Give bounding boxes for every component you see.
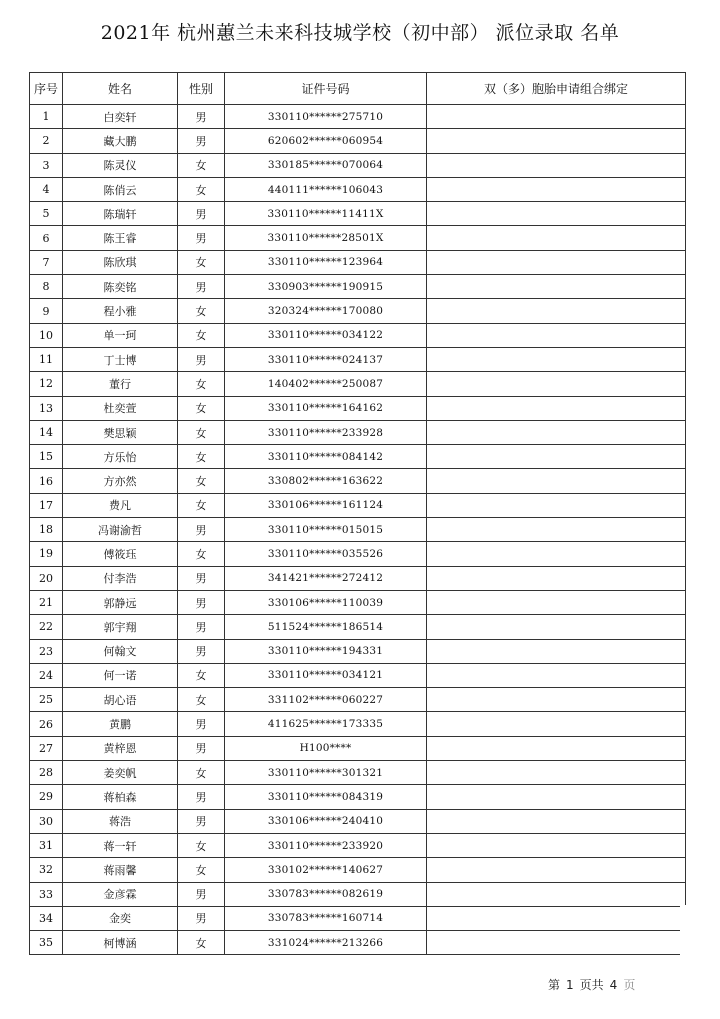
- cell-twin-binding: [427, 323, 686, 347]
- table-row: [30, 129, 686, 153]
- cell-twin-binding: [427, 712, 686, 736]
- cell-id-number: 330106******161124: [225, 493, 427, 517]
- cell-name: 何一诺: [63, 663, 178, 687]
- table-row: [30, 906, 686, 930]
- cell-id-number: 331024******213266: [225, 931, 427, 955]
- table-row: [30, 396, 686, 420]
- cell-name: 藏大鹏: [63, 129, 178, 153]
- table-row: [30, 469, 686, 493]
- cell-id-number: 511524******186514: [225, 615, 427, 639]
- page-title: 2021年 杭州蕙兰未来科技城学校（初中部） 派位录取 名单: [100, 22, 620, 44]
- cell-id-number: 330110******233920: [225, 833, 427, 857]
- cell-id-number: 341421******272412: [225, 566, 427, 590]
- cell-name: 胡心语: [63, 688, 178, 712]
- table-row: [30, 323, 686, 347]
- cell-id-number: 330106******110039: [225, 590, 427, 614]
- cell-id-number: 440111******106043: [225, 177, 427, 201]
- cell-gender: 男: [178, 226, 225, 250]
- cell-id-number: 330783******082619: [225, 882, 427, 906]
- cell-name: 黄梓恩: [63, 736, 178, 760]
- cell-index: 35: [30, 931, 63, 955]
- admission-table: [29, 72, 686, 955]
- cell-index: 29: [30, 785, 63, 809]
- footer-prefix: 第: [548, 978, 561, 992]
- table-row: [30, 712, 686, 736]
- cell-name: 方亦然: [63, 469, 178, 493]
- cell-id-number: 330110******301321: [225, 761, 427, 785]
- table-row: [30, 566, 686, 590]
- cell-gender: 女: [178, 688, 225, 712]
- cell-id-number: 330110******035526: [225, 542, 427, 566]
- cell-index: 30: [30, 809, 63, 833]
- cell-index: 19: [30, 542, 63, 566]
- cell-gender: 女: [178, 761, 225, 785]
- page-footer: [548, 976, 635, 993]
- cell-id-number: 330106******240410: [225, 809, 427, 833]
- cell-index: 15: [30, 445, 63, 469]
- cell-gender: 男: [178, 518, 225, 542]
- cell-id-number: 320324******170080: [225, 299, 427, 323]
- cell-index: 12: [30, 372, 63, 396]
- table-row: [30, 590, 686, 614]
- cell-gender: 女: [178, 420, 225, 444]
- cell-index: 33: [30, 882, 63, 906]
- cell-name: 蒋浩: [63, 809, 178, 833]
- cell-gender: 女: [178, 396, 225, 420]
- cell-id-number: 620602******060954: [225, 129, 427, 153]
- cell-id-number: H100****: [225, 736, 427, 760]
- cell-name: 蒋柏森: [63, 785, 178, 809]
- cell-name: 柯博涵: [63, 931, 178, 955]
- cell-index: 32: [30, 858, 63, 882]
- table-row: [30, 226, 686, 250]
- cell-gender: 女: [178, 663, 225, 687]
- cell-gender: 男: [178, 105, 225, 129]
- table-row: [30, 639, 686, 663]
- cell-id-number: 330110******28501X: [225, 226, 427, 250]
- cell-name: 陈俏云: [63, 177, 178, 201]
- table-row: [30, 615, 686, 639]
- cell-id-number: 330185******070064: [225, 153, 427, 177]
- table-row: [30, 493, 686, 517]
- cell-name: 金奕: [63, 906, 178, 930]
- table-row: [30, 518, 686, 542]
- cell-twin-binding: [427, 615, 686, 639]
- cell-twin-binding: [427, 663, 686, 687]
- cell-index: 1: [30, 105, 63, 129]
- cell-name: 程小雅: [63, 299, 178, 323]
- cell-id-number: 330903******190915: [225, 275, 427, 299]
- footer-page-number: 1: [566, 978, 574, 992]
- cell-gender: 女: [178, 833, 225, 857]
- cell-index: 20: [30, 566, 63, 590]
- cell-id-number: 330802******163622: [225, 469, 427, 493]
- cell-twin-binding: [427, 177, 686, 201]
- cell-index: 13: [30, 396, 63, 420]
- cell-name: 郭宇翔: [63, 615, 178, 639]
- cell-index: 7: [30, 250, 63, 274]
- table-row: [30, 858, 686, 882]
- table-row: [30, 931, 686, 955]
- cell-index: 14: [30, 420, 63, 444]
- footer-total-pages: 4: [609, 978, 618, 992]
- table-row: [30, 785, 686, 809]
- cell-name: 傅筱珏: [63, 542, 178, 566]
- cell-name: 姜奕帆: [63, 761, 178, 785]
- cell-index: 10: [30, 323, 63, 347]
- cell-name: 单一珂: [63, 323, 178, 347]
- cell-index: 31: [30, 833, 63, 857]
- cell-index: 4: [30, 177, 63, 201]
- table-row: [30, 445, 686, 469]
- cell-index: 8: [30, 275, 63, 299]
- cell-name: 董行: [63, 372, 178, 396]
- table-row: [30, 809, 686, 833]
- cell-twin-binding: [427, 275, 686, 299]
- cell-gender: 女: [178, 372, 225, 396]
- cell-twin-binding: [427, 858, 686, 882]
- cell-twin-binding: [427, 396, 686, 420]
- cell-twin-binding: [427, 566, 686, 590]
- table-row: [30, 347, 686, 371]
- cell-id-number: 330110******123964: [225, 250, 427, 274]
- cell-name: 樊思颖: [63, 420, 178, 444]
- table-row: [30, 153, 686, 177]
- table-row: [30, 299, 686, 323]
- cell-id-number: 330110******233928: [225, 420, 427, 444]
- cell-gender: 女: [178, 177, 225, 201]
- cell-gender: 男: [178, 639, 225, 663]
- footer-middle: 页共: [579, 978, 604, 992]
- cell-id-number: 330110******194331: [225, 639, 427, 663]
- table-row: [30, 202, 686, 226]
- header-gender: 性别: [178, 73, 225, 105]
- cell-gender: 男: [178, 129, 225, 153]
- cell-index: 17: [30, 493, 63, 517]
- header-id-number: 证件号码: [225, 73, 427, 105]
- cell-index: 2: [30, 129, 63, 153]
- table-row: [30, 736, 686, 760]
- cell-name: 丁士博: [63, 347, 178, 371]
- footer-suffix: 页: [623, 978, 636, 992]
- cell-twin-binding: [427, 250, 686, 274]
- cell-index: 9: [30, 299, 63, 323]
- cell-gender: 女: [178, 445, 225, 469]
- cell-id-number: 330110******084142: [225, 445, 427, 469]
- cell-index: 27: [30, 736, 63, 760]
- cell-gender: 男: [178, 566, 225, 590]
- cell-name: 郭静远: [63, 590, 178, 614]
- cell-gender: 女: [178, 469, 225, 493]
- cell-index: 24: [30, 663, 63, 687]
- cell-name: 陈奕铭: [63, 275, 178, 299]
- table-row: [30, 275, 686, 299]
- cell-twin-binding: [427, 105, 686, 129]
- cell-id-number: 331102******060227: [225, 688, 427, 712]
- page-corner-shadow: [680, 905, 720, 955]
- cell-index: 11: [30, 347, 63, 371]
- table-row: [30, 688, 686, 712]
- cell-id-number: 330110******034121: [225, 663, 427, 687]
- cell-twin-binding: [427, 202, 686, 226]
- cell-name: 冯谢渝哲: [63, 518, 178, 542]
- cell-twin-binding: [427, 688, 686, 712]
- table-row: [30, 177, 686, 201]
- cell-id-number: 411625******173335: [225, 712, 427, 736]
- cell-gender: 男: [178, 712, 225, 736]
- cell-id-number: 330110******275710: [225, 105, 427, 129]
- cell-gender: 男: [178, 275, 225, 299]
- table-row: [30, 663, 686, 687]
- table-row: [30, 250, 686, 274]
- cell-index: 5: [30, 202, 63, 226]
- cell-gender: 男: [178, 906, 225, 930]
- cell-gender: 男: [178, 615, 225, 639]
- cell-gender: 男: [178, 347, 225, 371]
- header-index: 序号: [30, 73, 63, 105]
- cell-name: 陈瑞轩: [63, 202, 178, 226]
- cell-name: 陈王睿: [63, 226, 178, 250]
- cell-id-number: 330110******024137: [225, 347, 427, 371]
- cell-twin-binding: [427, 372, 686, 396]
- cell-name: 蒋一轩: [63, 833, 178, 857]
- cell-name: 费凡: [63, 493, 178, 517]
- cell-name: 白奕轩: [63, 105, 178, 129]
- cell-twin-binding: [427, 761, 686, 785]
- cell-gender: 女: [178, 542, 225, 566]
- cell-id-number: 330110******164162: [225, 396, 427, 420]
- cell-twin-binding: [427, 736, 686, 760]
- table-row: [30, 420, 686, 444]
- cell-gender: 男: [178, 809, 225, 833]
- cell-gender: 男: [178, 590, 225, 614]
- cell-name: 黄鹏: [63, 712, 178, 736]
- cell-twin-binding: [427, 493, 686, 517]
- table-row: [30, 105, 686, 129]
- cell-twin-binding: [427, 906, 686, 930]
- table-row: [30, 882, 686, 906]
- cell-index: 28: [30, 761, 63, 785]
- cell-index: 25: [30, 688, 63, 712]
- cell-gender: 女: [178, 858, 225, 882]
- cell-index: 6: [30, 226, 63, 250]
- table-row: [30, 833, 686, 857]
- table-row: [30, 372, 686, 396]
- cell-twin-binding: [427, 347, 686, 371]
- cell-twin-binding: [427, 931, 686, 955]
- cell-id-number: 330102******140627: [225, 858, 427, 882]
- cell-index: 18: [30, 518, 63, 542]
- cell-twin-binding: [427, 469, 686, 493]
- cell-gender: 男: [178, 736, 225, 760]
- cell-twin-binding: [427, 639, 686, 663]
- cell-gender: 男: [178, 785, 225, 809]
- cell-index: 16: [30, 469, 63, 493]
- cell-name: 杜奕萱: [63, 396, 178, 420]
- cell-id-number: 330110******084319: [225, 785, 427, 809]
- table-row: [30, 761, 686, 785]
- cell-twin-binding: [427, 226, 686, 250]
- cell-index: 3: [30, 153, 63, 177]
- cell-index: 26: [30, 712, 63, 736]
- cell-gender: 女: [178, 250, 225, 274]
- cell-id-number: 330783******160714: [225, 906, 427, 930]
- cell-name: 何翰文: [63, 639, 178, 663]
- cell-name: 陈灵仪: [63, 153, 178, 177]
- cell-twin-binding: [427, 518, 686, 542]
- cell-twin-binding: [427, 833, 686, 857]
- cell-id-number: 140402******250087: [225, 372, 427, 396]
- cell-id-number: 330110******11411X: [225, 202, 427, 226]
- cell-index: 23: [30, 639, 63, 663]
- cell-name: 付李浩: [63, 566, 178, 590]
- cell-name: 方乐怡: [63, 445, 178, 469]
- cell-twin-binding: [427, 809, 686, 833]
- cell-gender: 女: [178, 299, 225, 323]
- table-row: [30, 542, 686, 566]
- cell-name: 蒋雨馨: [63, 858, 178, 882]
- cell-index: 22: [30, 615, 63, 639]
- cell-twin-binding: [427, 153, 686, 177]
- cell-index: 34: [30, 906, 63, 930]
- cell-gender: 女: [178, 931, 225, 955]
- header-name: 姓名: [63, 73, 178, 105]
- cell-twin-binding: [427, 299, 686, 323]
- cell-gender: 男: [178, 202, 225, 226]
- cell-gender: 女: [178, 493, 225, 517]
- cell-name: 陈欣琪: [63, 250, 178, 274]
- cell-twin-binding: [427, 542, 686, 566]
- cell-twin-binding: [427, 420, 686, 444]
- cell-id-number: 330110******034122: [225, 323, 427, 347]
- cell-gender: 女: [178, 323, 225, 347]
- cell-twin-binding: [427, 445, 686, 469]
- cell-twin-binding: [427, 129, 686, 153]
- cell-twin-binding: [427, 590, 686, 614]
- cell-id-number: 330110******015015: [225, 518, 427, 542]
- cell-twin-binding: [427, 882, 686, 906]
- cell-gender: 男: [178, 882, 225, 906]
- cell-index: 21: [30, 590, 63, 614]
- table-header-row: [30, 73, 686, 105]
- cell-gender: 女: [178, 153, 225, 177]
- header-twin-binding: 双（多）胞胎申请组合绑定: [427, 73, 686, 105]
- cell-twin-binding: [427, 785, 686, 809]
- cell-name: 金彦霖: [63, 882, 178, 906]
